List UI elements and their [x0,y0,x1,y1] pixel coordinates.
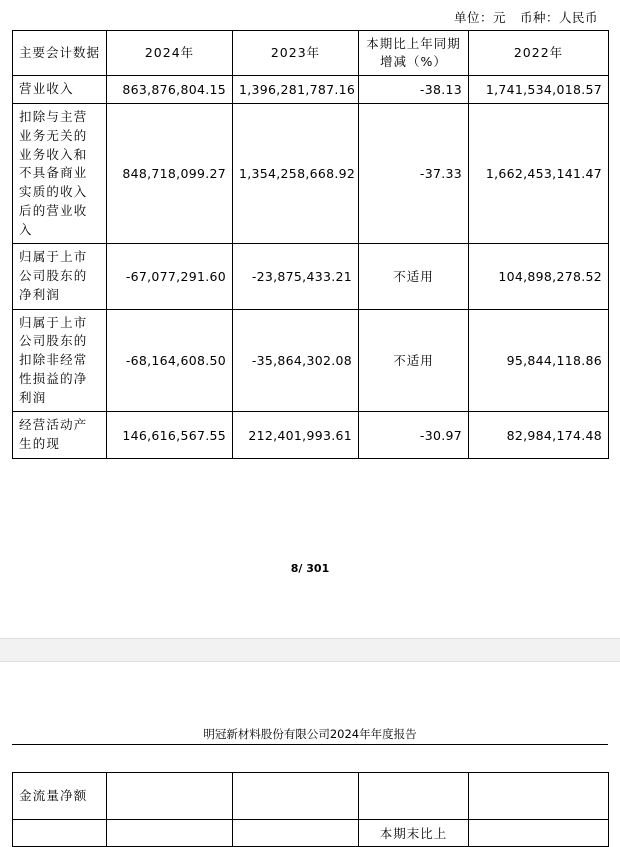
continued-financial-table [12,772,609,847]
cell-change: 本期末比上 [359,820,469,847]
table-row [13,104,609,244]
cell-change: 不适用 [359,309,469,412]
cell-2024: -67,077,291.60 [107,244,233,309]
cell-change: -37.33 [359,104,469,244]
cell-2024 [107,773,233,820]
table-row [13,773,609,820]
running-header: 明冠新材料股份有限公司2024年年度报告 [203,727,417,741]
cell-2024: 863,876,804.15 [107,76,233,104]
cell-2023: -23,875,433.21 [233,244,359,309]
header-rule [12,744,608,745]
table-row [13,244,609,309]
row-label-blank [13,820,107,847]
cell-change: -38.13 [359,76,469,104]
row-label-adjusted-revenue: 扣除与主营业务无关的业务收入和不具备商业实质的收入后的营业收入 [13,104,107,244]
cell-2022 [469,820,609,847]
page-number: 8/ 301 [290,562,330,575]
cell-2024: -68,164,608.50 [107,309,233,412]
row-label-revenue: 营业收入 [13,76,107,104]
column-header-metric: 主要会计数据 [13,31,107,76]
cell-change: -30.97 [359,412,469,459]
table-row [13,412,609,459]
table-row [13,820,609,847]
cell-2022: 95,844,118.86 [469,309,609,412]
column-header-2024: 2024年 [107,31,233,76]
row-label-net-profit-deducted: 归属于上市公司股东的扣除非经常性损益的净利润 [13,309,107,412]
cell-2022: 1,741,534,018.57 [469,76,609,104]
cell-2023: -35,864,302.08 [233,309,359,412]
main-financial-table [12,30,609,459]
cell-change [359,773,469,820]
cell-change: 不适用 [359,244,469,309]
cell-2022: 82,984,174.48 [469,412,609,459]
row-label-operating-cashflow: 经营活动产生的现 [13,412,107,459]
cell-2023: 1,354,258,668.92 [233,104,359,244]
cell-2023 [233,820,359,847]
cell-2024: 146,616,567.55 [107,412,233,459]
column-header-change: 本期比上年同期增减（%） [359,31,469,76]
table-row [13,76,609,104]
cell-2022 [469,773,609,820]
unit-label: 单位：元 [453,10,506,25]
table-row [13,309,609,412]
cell-2023: 212,401,993.61 [233,412,359,459]
unit-currency-line [0,8,598,26]
cell-2024 [107,820,233,847]
cell-2023 [233,773,359,820]
table-header-row [13,31,609,76]
row-label-net-profit: 归属于上市公司股东的净利润 [13,244,107,309]
cell-2022: 104,898,278.52 [469,244,609,309]
column-header-2022: 2022年 [469,31,609,76]
page-break-separator [0,638,620,662]
currency-label: 币种：人民币 [519,10,598,25]
cell-2023: 1,396,281,787.16 [233,76,359,104]
cell-2024: 848,718,099.27 [107,104,233,244]
column-header-2023: 2023年 [233,31,359,76]
row-label-cashflow-net: 金流量净额 [13,773,107,820]
cell-2022: 1,662,453,141.47 [469,104,609,244]
